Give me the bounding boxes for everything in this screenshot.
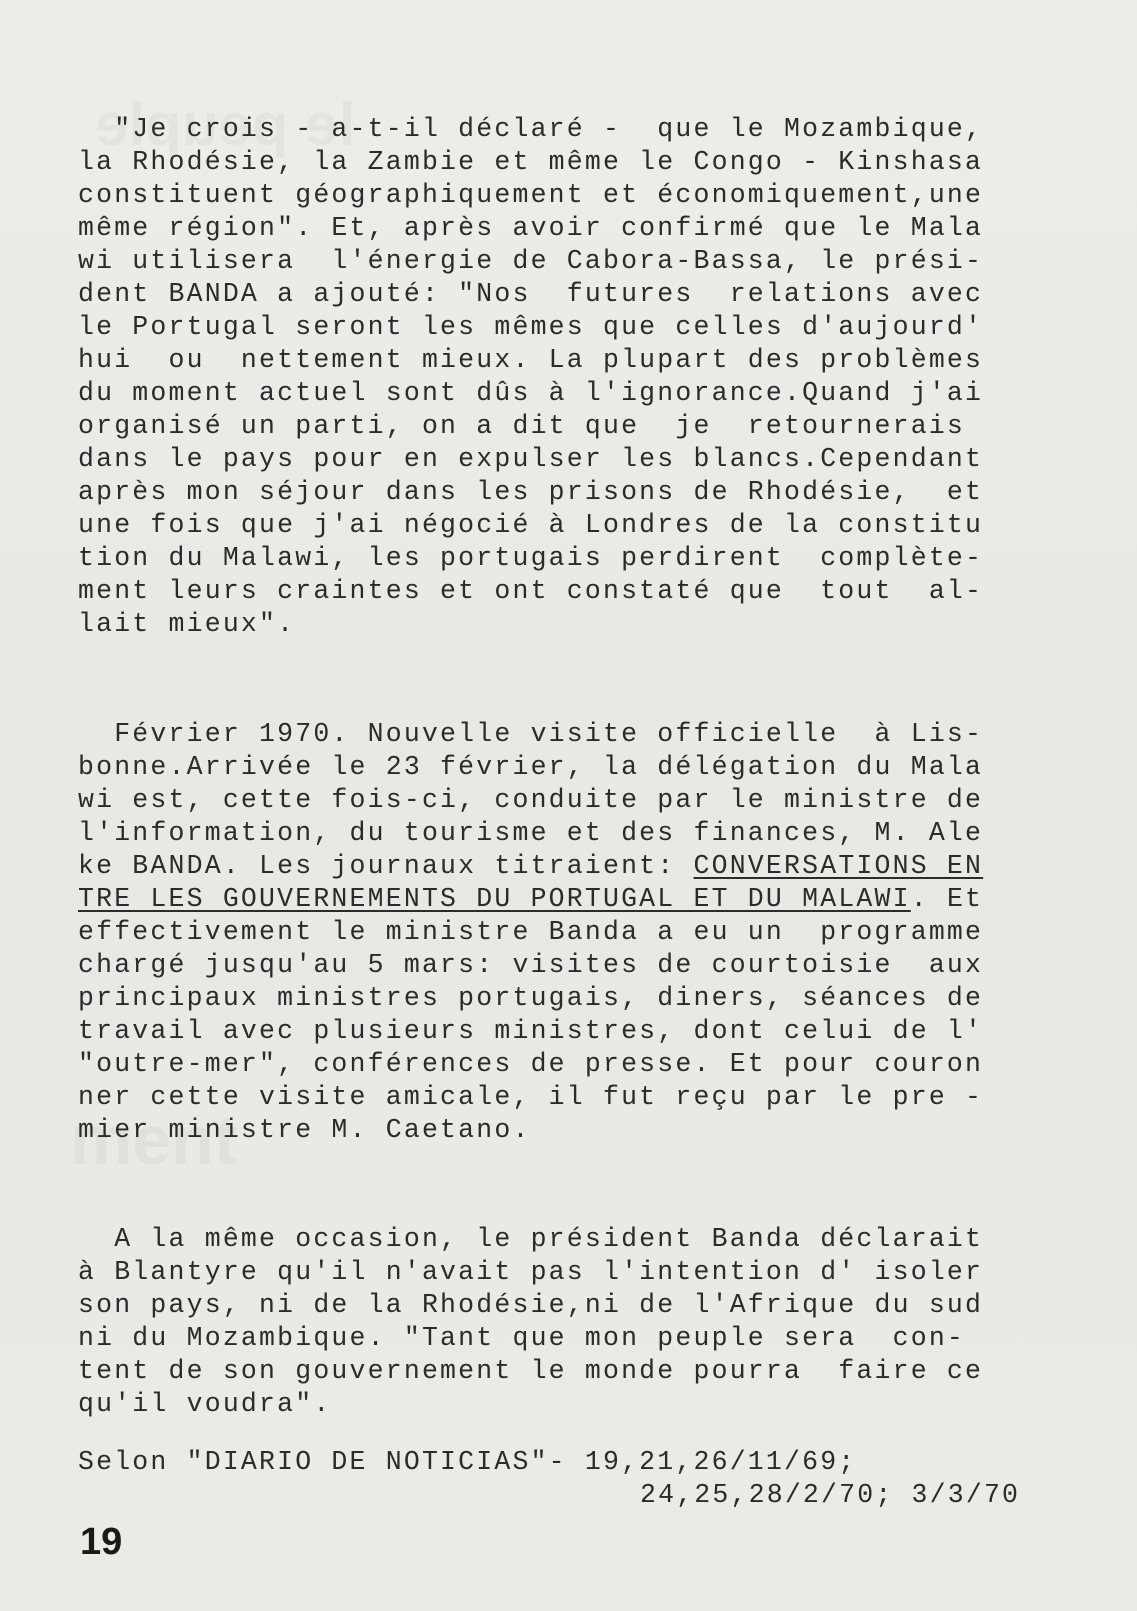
paragraph-1 [78,113,1073,641]
text-line: effectivement le ministre Banda a eu un programme [78,917,984,947]
text-line: bonne.Arrivée le 23 février, la délégation du Mala [78,752,984,782]
source-dates: 24,25,28/2/70; 3/3/70 [640,1480,1021,1510]
text-line: travail avec plusieurs ministres, dont celui de l' [78,1016,984,1046]
text-line: mier ministre M. Caetano. [78,1115,531,1145]
text-line: ment leurs craintes et ont constaté que tout al- [78,576,984,606]
text-line [78,1446,1073,1479]
text-line: organisé un parti, on a dit que je retournerais [78,411,966,441]
source-dates: 19,21,26/11/69; [584,1447,857,1477]
text-line: chargé jusqu'au 5 mars: visites de courtoisie aux [78,950,984,980]
text-line: hui ou nettement mieux. La plupart des problèmes [78,345,984,375]
text-line: tion du Malawi, les portugais perdirent complète- [78,543,984,573]
text-line: après mon séjour dans les prisons de Rhodésie, et [78,477,984,507]
headline-underlined: TRE LES GOUVERNEMENTS DU PORTUGAL ET DU MALAWI [78,884,911,914]
text-segment: ke BANDA. Les journaux titraient: [78,851,694,881]
text-line: du moment actuel sont dûs à l'ignorance.Quand j'ai [78,378,984,408]
text-line [78,850,1073,883]
text-line: "outre-mer", conférences de presse. Et pour couron [78,1049,984,1079]
text-line: ner cette visite amicale, il fut reçu par le pre - [78,1082,984,1112]
text-line: Février 1970. Nouvelle visite officielle à Lis- [78,719,984,749]
text-line: l'information, du tourisme et des finances, M. Ale [78,818,984,848]
paragraph-2 [78,718,1073,1147]
text-line [78,883,1073,916]
text-line: ni du Mozambique. "Tant que mon peuple sera con- [78,1323,966,1353]
text-line: le Portugal seront les mêmes que celles d'aujourd' [78,312,984,342]
text-line [78,1479,1073,1512]
text-line: même région". Et, après avoir confirmé que le Mala [78,213,984,243]
text-line: "Je crois - a-t-il déclaré - que le Mozambique, [78,114,984,144]
text-line: une fois que j'ai négocié à Londres de la constitu [78,510,984,540]
source-label: Selon "DIARIO DE NOTICIAS"- [78,1447,585,1477]
source-citation [78,1446,1073,1512]
text-line: constituent géographiquement et économiquement,une [78,180,984,210]
text-line: la Rhodésie, la Zambie et même le Congo - Kinshasa [78,147,984,177]
text-line: A la même occasion, le président Banda déclarait [78,1224,984,1254]
text-line: dans le pays pour en expulser les blancs.Cependant [78,444,984,474]
text-line: lait mieux". [78,609,296,639]
text-line: qu'il voudra". [78,1389,332,1419]
text-line: son pays, ni de la Rhodésie,ni de l'Afrique du sud [78,1290,984,1320]
text-line: wi utilisera l'énergie de Cabora-Bassa, le prési- [78,246,984,276]
text-line: wi est, cette fois-ci, conduite par le ministre de [78,785,984,815]
paragraph-3 [78,1223,1073,1421]
page-number: 19 [80,1521,123,1563]
text-segment: . Et [910,884,984,914]
headline-underlined: CONVERSATIONS EN [693,851,984,881]
text-line: dent BANDA a ajouté: "Nos futures relations avec [78,279,984,309]
text-line: principaux ministres portugais, diners, séances de [78,983,984,1013]
text-line: tent de son gouvernement le monde pourra faire ce [78,1356,984,1386]
text-line: à Blantyre qu'il n'avait pas l'intention d' isoler [78,1257,984,1287]
